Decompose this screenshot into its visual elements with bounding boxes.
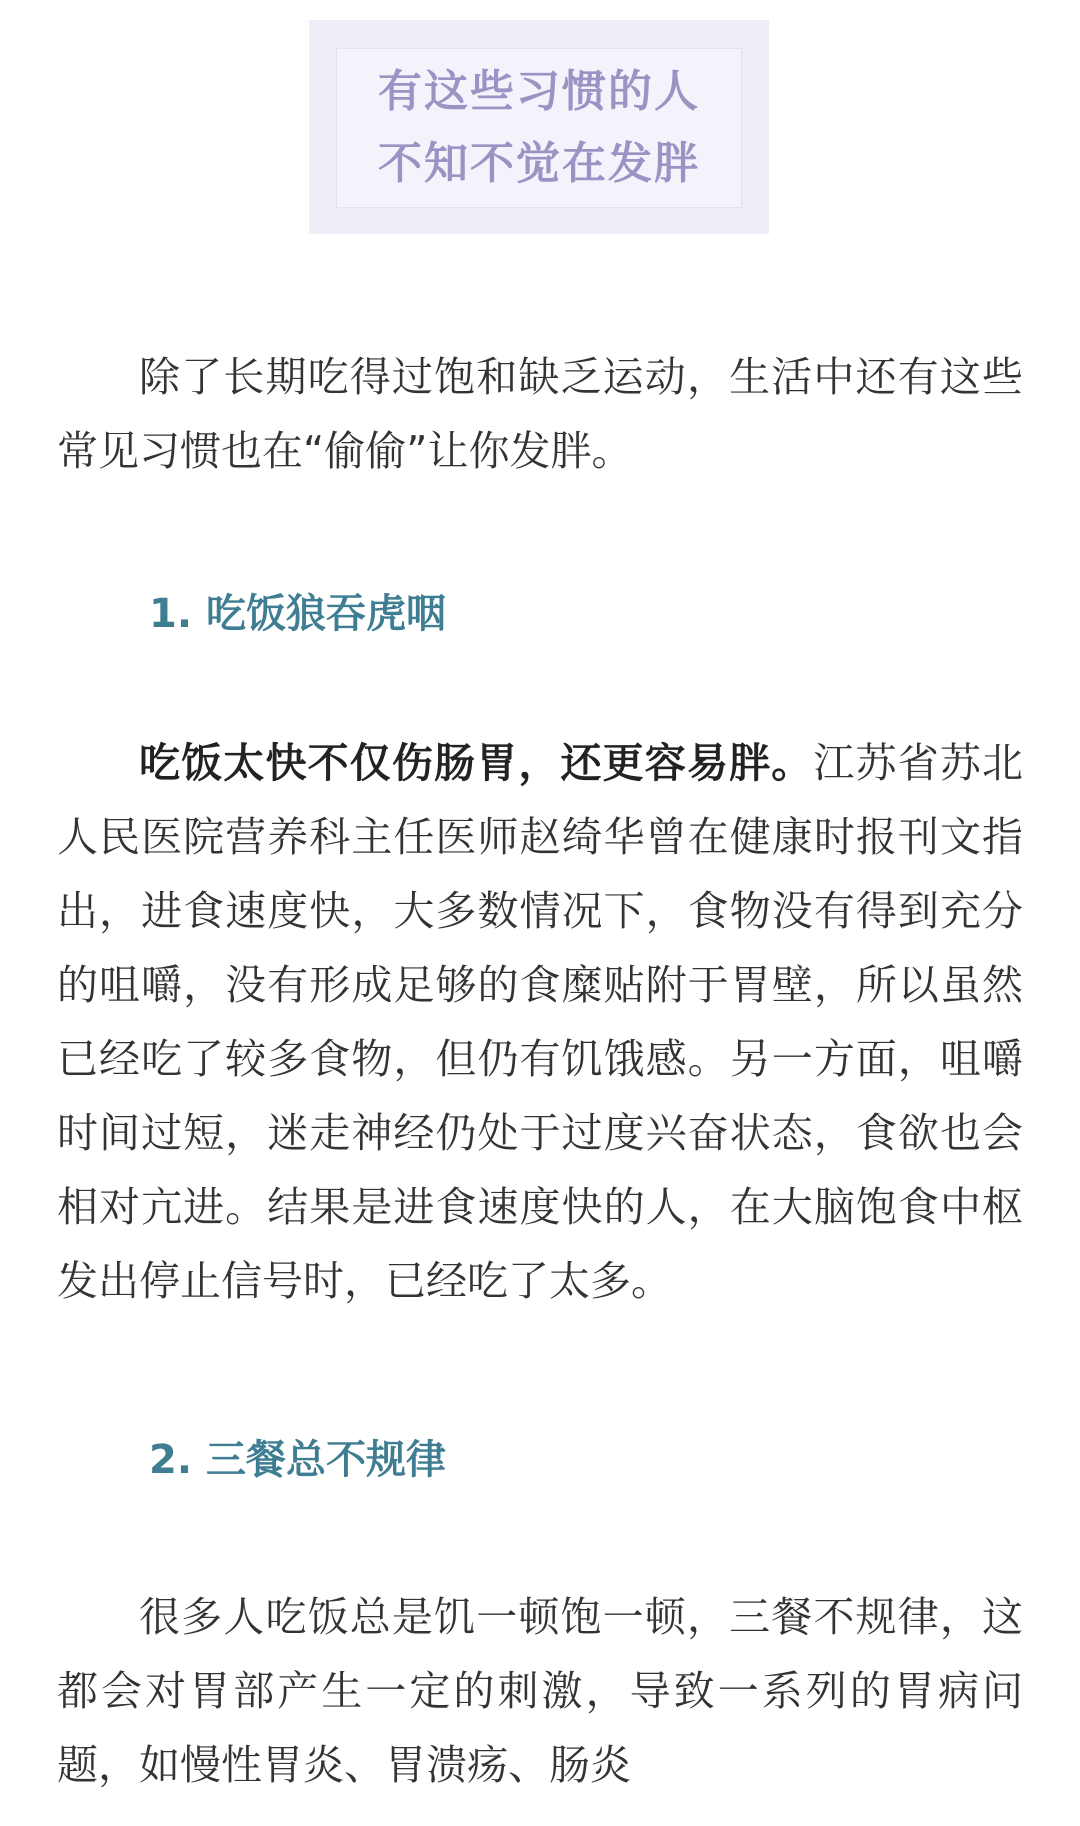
section-1-body-text: 江苏省苏北人民医院营养科主任医师赵绮华曾在健康时报刊文指出，进食速度快，大多数情况下，食物没有得到充分的咀嚼，没有形成足够的食糜贴附于胃壁，所以虽然已经吃了较多食物，但仍有饥饿感。另一方面，咀嚼时间过短，迷走神经仍处于过度兴奋状态，食欲也会相对亢进。结果是进食速度快的人，在大脑饱食中枢发出停止信号时，已经吃了太多。	[57, 739, 1024, 1305]
title-banner-inner	[336, 48, 742, 208]
section-2-paragraph: 很多人吃饭总是饥一顿饱一顿，三餐不规律，这都会对胃部产生一定的刺激，导致一系列的胃病问题，如慢性胃炎、胃溃疡、肠炎	[57, 1593, 1023, 1789]
section-2-heading: 2. 三餐总不规律	[149, 1437, 446, 1483]
banner-title-line-1: 有这些习惯的人	[378, 66, 700, 117]
title-banner	[309, 20, 769, 234]
section-1-paragraph	[57, 726, 1023, 1318]
section-1-bold-lead: 吃饭太快不仅伤肠胃，还更容易胖。	[139, 739, 814, 787]
article-body	[57, 340, 1023, 1802]
section-1-heading: 1. 吃饭狼吞虎咽	[149, 591, 446, 637]
banner-title-line-2: 不知不觉在发胖	[378, 138, 700, 189]
intro-paragraph: 除了长期吃得过饱和缺乏运动，生活中还有这些常见习惯也在“偷偷”让你发胖。	[57, 353, 1023, 475]
